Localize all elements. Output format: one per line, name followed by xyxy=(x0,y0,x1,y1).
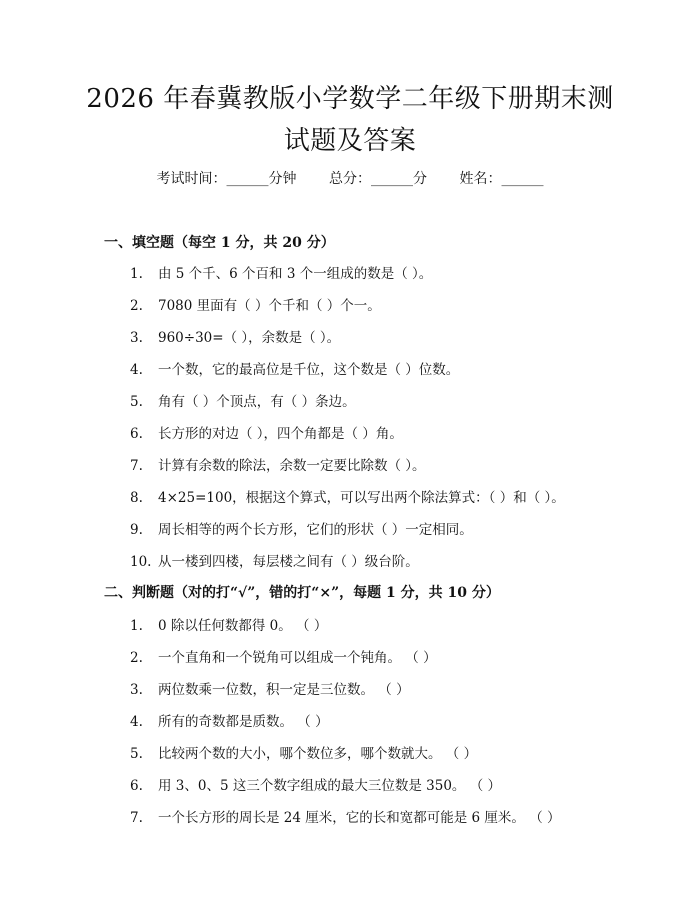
question-number: 5. xyxy=(130,394,143,410)
fill-question-10 xyxy=(130,550,419,570)
question-text: 计算有余数的除法，余数一定要比除数（ ）。 xyxy=(158,458,426,474)
judge-question-5 xyxy=(130,742,477,762)
question-text: 角有（ ）个顶点，有（ ）条边。 xyxy=(158,394,356,410)
question-text: 由 5 个千、6 个百和 3 个一组成的数是（ ）。 xyxy=(158,266,433,282)
total-score-field: 总分：______分 xyxy=(329,171,427,187)
question-number: 8. xyxy=(130,490,143,506)
question-number: 3. xyxy=(130,330,143,346)
student-name-field: 姓名：______ xyxy=(459,171,544,187)
fill-question-9 xyxy=(130,518,473,538)
question-number: 7. xyxy=(130,458,143,474)
question-text: 长方形的对边（ ），四个角都是（ ）角。 xyxy=(158,426,403,442)
fill-question-3 xyxy=(130,326,340,346)
question-text: 一个长方形的周长是 24 厘米，它的长和宽都可能是 6 厘米。 （ ） xyxy=(158,810,561,826)
question-number: 5. xyxy=(130,746,143,762)
title-line-1: 2026 年春冀教版小学数学二年级下册期末测 xyxy=(86,84,614,114)
question-text: 7080 里面有（ ）个千和（ ）个一。 xyxy=(158,298,381,314)
document-title xyxy=(0,78,700,162)
judge-question-1 xyxy=(130,614,327,634)
judge-question-3 xyxy=(130,678,410,698)
section-fill-blank-heading: 一、填空题（每空 1 分，共 20 分） xyxy=(104,235,335,251)
question-text: 两位数乘一位数，积一定是三位数。 （ ） xyxy=(158,682,410,698)
fill-question-8 xyxy=(130,486,565,506)
question-number: 7. xyxy=(130,810,143,826)
question-number: 3. xyxy=(130,682,143,698)
question-number: 1. xyxy=(130,266,143,282)
fill-question-1 xyxy=(130,262,432,282)
fill-question-4 xyxy=(130,358,459,378)
question-text: 比较两个数的大小，哪个数位多，哪个数就大。 （ ） xyxy=(158,746,478,762)
exam-meta xyxy=(0,168,700,188)
title-line-2: 试题及答案 xyxy=(283,126,417,156)
section-true-false-heading: 二、判断题（对的打“√”，错的打“×”，每题 1 分，共 10 分） xyxy=(104,585,500,601)
question-number: 6. xyxy=(130,426,143,442)
exam-time-field: 考试时间：______分钟 xyxy=(156,171,297,187)
question-text: 一个数，它的最高位是千位，这个数是（ ）位数。 xyxy=(158,362,460,378)
judge-question-2 xyxy=(130,646,437,666)
question-number: 1. xyxy=(130,618,143,634)
fill-question-7 xyxy=(130,454,426,474)
fill-question-2 xyxy=(130,294,381,314)
question-number: 2. xyxy=(130,650,143,666)
question-number: 4. xyxy=(130,362,143,378)
question-number: 6. xyxy=(130,778,143,794)
question-number: 2. xyxy=(130,298,143,314)
question-text: 从一楼到四楼，每层楼之间有（ ）级台阶。 xyxy=(158,554,419,570)
question-text: 所有的奇数都是质数。 （ ） xyxy=(158,714,329,730)
question-number: 9. xyxy=(130,522,143,538)
question-text: 4×25=100，根据这个算式，可以写出两个除法算式：（ ）和（ ）。 xyxy=(158,490,565,506)
judge-question-4 xyxy=(130,710,329,730)
question-number: 10. xyxy=(130,554,152,570)
judge-question-6 xyxy=(130,774,501,794)
question-text: 一个直角和一个锐角可以组成一个钝角。 （ ） xyxy=(158,650,437,666)
judge-question-7 xyxy=(130,806,561,826)
question-text: 周长相等的两个长方形，它们的形状（ ）一定相同。 xyxy=(158,522,473,538)
fill-question-5 xyxy=(130,390,356,410)
question-text: 0 除以任何数都得 0。 （ ） xyxy=(158,618,328,634)
question-number: 4. xyxy=(130,714,143,730)
question-text: 用 3、0、5 这三个数字组成的最大三位数是 350。 （ ） xyxy=(158,778,501,794)
fill-question-6 xyxy=(130,422,403,442)
question-text: 960÷30=（ ），余数是（ ）。 xyxy=(158,330,341,346)
